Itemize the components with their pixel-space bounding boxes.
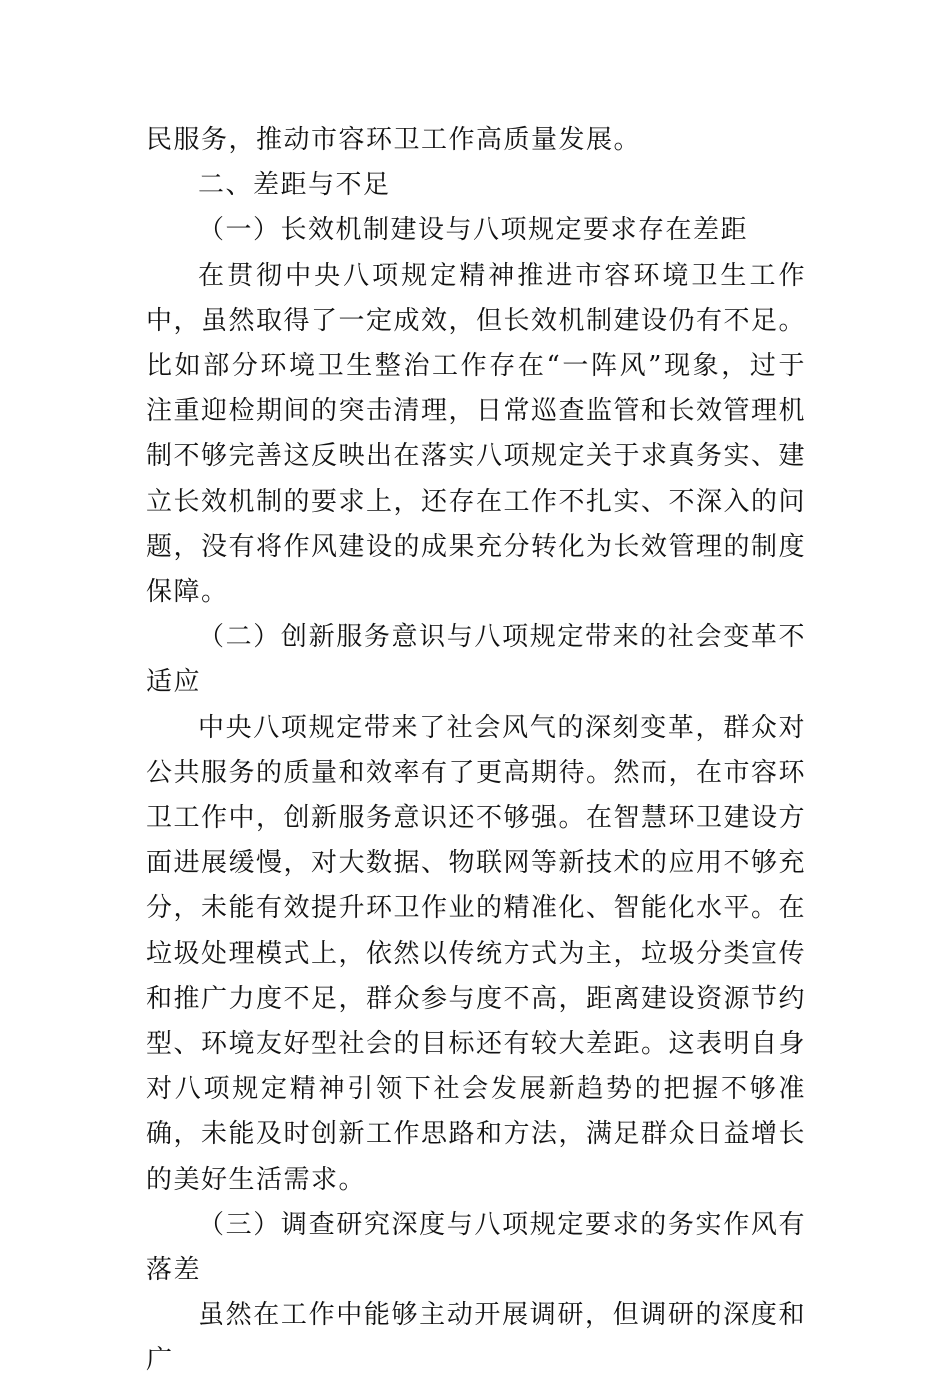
section-heading: 二、差距与不足	[198, 170, 391, 201]
subsection-heading-1: （一）长效机制建设与八项规定要求存在差距	[198, 215, 749, 246]
body-paragraph-3: 虽然在工作中能够主动开展调研，但调研的深度和广	[146, 1300, 806, 1376]
document-body	[146, 118, 806, 1384]
continuation-paragraph: 民服务，推动市容环卫工作高质量发展。	[146, 125, 642, 155]
body-paragraph-1: 在贯彻中央八项规定精神推进市容环境卫生工作中，虽然取得了一定成效，但长效机制建设仍有不足。比如部分环境卫生整治工作存在“一阵风”现象，过于注重迎检期间的突击清理，日常巡查监管和长效管理机制不够完善这反映出在落实八项规定关于求真务实、建立长效机制的要求上，还存在工作不扎实、不深入的问题，没有将作风建设的成果充分转化为长效管理的制度保障。	[146, 260, 807, 608]
subsection-heading-2: （二）创新服务意识与八项规定带来的社会变革不适应	[146, 622, 806, 698]
subsection-heading-3: （三）调查研究深度与八项规定要求的务实作风有落差	[146, 1209, 806, 1286]
body-paragraph-2: 中央八项规定带来了社会风气的深刻变革，群众对公共服务的质量和效率有了更高期待。然而，在市容环卫工作中，创新服务意识还不够强。在智慧环卫建设方面进展缓慢，对大数据、物联网等新技术的应用不够充分，未能有效提升环卫作业的精准化、智能化水平。在垃圾处理模式上，依然以传统方式为主，垃圾分类宣传和推广力度不足，群众参与度不高，距离建设资源节约型、环境友好型社会的目标还有较大差距。这表明自身对八项规定精神引领下社会发展新趋势的把握不够准确，未能及时创新工作思路和方法，满足群众日益增长的美好生活需求。	[146, 712, 807, 1195]
